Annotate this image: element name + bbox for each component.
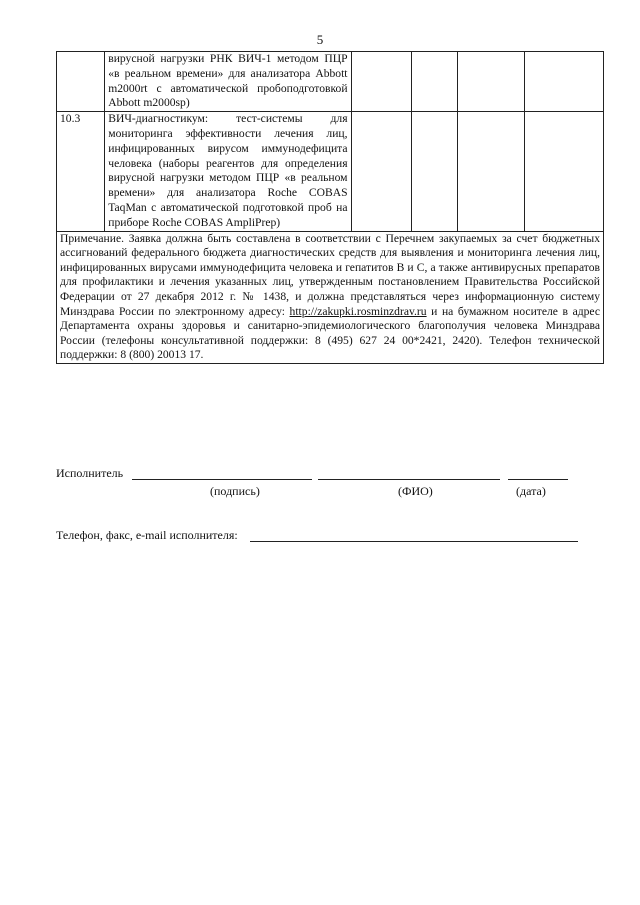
item-description: ВИЧ-диагностикум: тест-системы для мониторинга эффективности лечения лиц, инфицированных вирусом иммунодефицита человека (наборы реагентов для определения вирусной нагрузки методом ПЦР «в реальном времени» для анализатора Roche COBAS TaqMan с автоматической подготовкой проб на приборе Roche COBAS AmpliPrep) <box>105 112 351 231</box>
procurement-table <box>56 51 604 364</box>
empty-cell <box>524 112 603 231</box>
signature-caption: (подпись) <box>210 484 260 498</box>
page-number: 5 <box>316 32 324 47</box>
item-description: вирусной нагрузки РНК ВИЧ-1 методом ПЦР «в реальном времени» для анализатора Abbott m2000rt с автоматической пробоподготовкой Abbott m2000sp) <box>105 52 351 112</box>
date-line[interactable] <box>508 479 568 480</box>
empty-cell <box>351 52 412 112</box>
executor-label: Исполнитель <box>56 466 124 480</box>
note-text-continued: и на бумажном носителе в адрес Департамента охраны здоровья и санитарно-эпидемиологического благополучия человека Минздрава России (телефоны консультативной поддержки: 8 (495) 627 24 00*2421, 2420). Телефон технической поддержки: 8 (800) 20013 17. <box>60 304 600 362</box>
signature-line[interactable] <box>132 479 312 480</box>
empty-cell <box>524 52 603 112</box>
empty-cell <box>412 112 458 231</box>
note-text: Примечание. Заявка должна быть составлена в соответствии с Перечнем закупаемых за счет бюджетных ассигнований федерального бюджета диагностических средств для выявления и мониторинга лечения лиц, инфицированных вирусами иммунодефицита человека и гепатитов В и С, а также антивирусных препаратов для профилактики и лечения указанных лиц, утвержденным постановлением Правительства Российской Федерации от 27 декабря 2012 г. № 1438, и должна представляться через информационную систему Минздрава России по электронному адресу: <box>60 231 600 318</box>
contact-line[interactable] <box>250 541 578 542</box>
name-line[interactable] <box>318 479 500 480</box>
empty-cell <box>458 52 525 112</box>
row-number: 10.3 <box>57 112 105 231</box>
table-row <box>57 112 604 231</box>
note-row <box>57 231 604 363</box>
empty-cell <box>458 112 525 231</box>
contact-label: Телефон, факс, e-mail исполнителя: <box>56 528 238 542</box>
table-row <box>57 52 604 112</box>
note-cell <box>57 231 604 363</box>
empty-cell <box>412 52 458 112</box>
date-caption: (дата) <box>516 484 546 498</box>
procurement-link[interactable]: http://zakupki.rosminzdrav.ru <box>289 304 427 318</box>
empty-cell <box>351 112 412 231</box>
name-caption: (ФИО) <box>398 484 433 498</box>
row-number <box>57 52 105 112</box>
